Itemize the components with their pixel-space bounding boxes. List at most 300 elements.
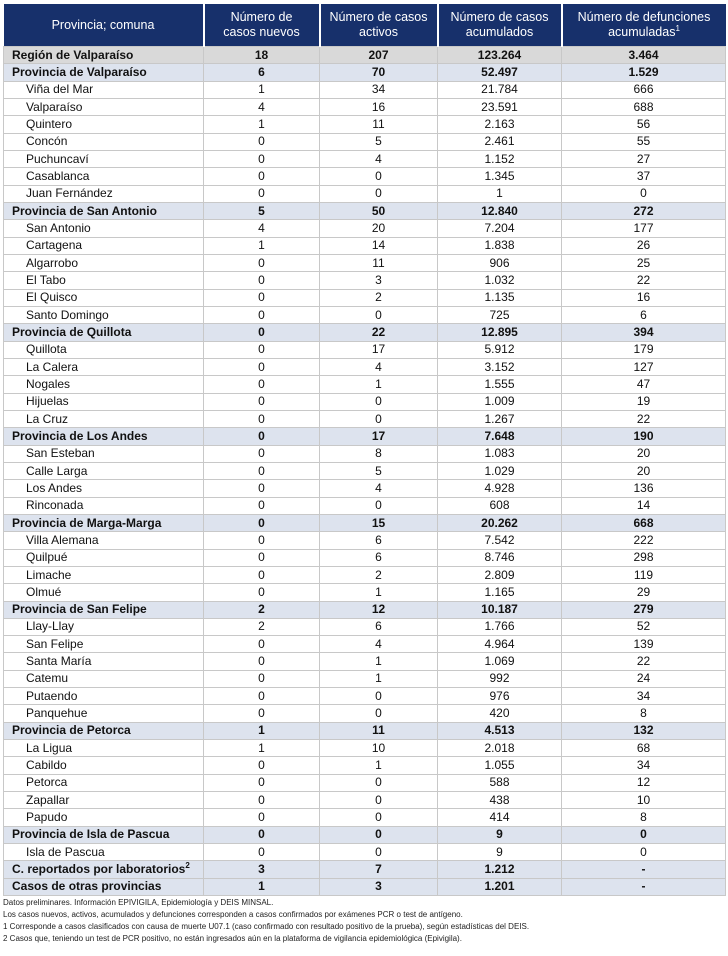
row-name-cell bbox=[4, 826, 204, 843]
casos-nuevos-value: 0 bbox=[258, 255, 265, 270]
casos-nuevos-value: 0 bbox=[258, 272, 265, 287]
casos-acumulados-value: 1.766 bbox=[484, 619, 515, 634]
casos-activos-cell bbox=[320, 150, 438, 167]
row-name-value: Rinconada bbox=[26, 498, 84, 513]
row-name-cell bbox=[4, 636, 204, 653]
defunciones-cell bbox=[562, 826, 726, 843]
casos-activos-value: 17 bbox=[371, 342, 386, 357]
defunciones-value: 222 bbox=[633, 532, 654, 547]
row-name-cell bbox=[4, 532, 204, 549]
casos-nuevos-value: 0 bbox=[258, 463, 265, 478]
defunciones-cell bbox=[562, 358, 726, 375]
comuna-row bbox=[4, 532, 726, 549]
casos-activos-cell bbox=[320, 237, 438, 254]
casos-activos-cell bbox=[320, 497, 438, 514]
row-name-value: Provincia de Quillota bbox=[12, 324, 132, 339]
defunciones-cell bbox=[562, 341, 726, 358]
casos-nuevos-cell bbox=[204, 410, 320, 427]
defunciones-cell bbox=[562, 844, 726, 861]
table-header-row bbox=[4, 4, 726, 47]
casos-nuevos-cell bbox=[204, 826, 320, 843]
provincia-row bbox=[4, 601, 726, 618]
casos-acumulados-value: 1.838 bbox=[484, 238, 515, 253]
row-name-value: Región de Valparaíso bbox=[12, 47, 134, 62]
casos-activos-cell bbox=[320, 584, 438, 601]
casos-activos-value: 8 bbox=[375, 446, 382, 461]
casos-acumulados-cell bbox=[438, 410, 562, 427]
casos-acumulados-value: 2.018 bbox=[484, 740, 515, 755]
casos-acumulados-value: 12.895 bbox=[481, 324, 518, 339]
provincia-row bbox=[4, 826, 726, 843]
casos-activos-cell bbox=[320, 98, 438, 115]
casos-nuevos-value: 0 bbox=[258, 151, 265, 166]
casos-activos-value: 34 bbox=[371, 82, 386, 97]
casos-nuevos-cell bbox=[204, 185, 320, 202]
casos-acumulados-value: 12.840 bbox=[481, 203, 518, 218]
row-name-value: El Tabo bbox=[26, 272, 66, 287]
casos-nuevos-cell bbox=[204, 740, 320, 757]
casos-activos-cell bbox=[320, 480, 438, 497]
casos-acumulados-cell bbox=[438, 306, 562, 323]
defunciones-cell bbox=[562, 237, 726, 254]
defunciones-value: 27 bbox=[636, 151, 651, 166]
row-name-value: Panquehue bbox=[26, 706, 88, 721]
comuna-row bbox=[4, 289, 726, 306]
row-name-cell bbox=[4, 185, 204, 202]
casos-nuevos-cell bbox=[204, 584, 320, 601]
row-name-value: Valparaíso bbox=[26, 99, 83, 114]
casos-activos-value: 0 bbox=[375, 810, 382, 825]
casos-acumulados-cell bbox=[438, 116, 562, 133]
row-name-value: La Ligua bbox=[26, 740, 73, 755]
casos-acumulados-cell bbox=[438, 688, 562, 705]
defunciones-cell bbox=[562, 601, 726, 618]
casos-acumulados-value: 9 bbox=[496, 844, 503, 859]
casos-activos-cell bbox=[320, 809, 438, 826]
casos-acumulados-value: 1.055 bbox=[484, 758, 515, 773]
casos-nuevos-value: 0 bbox=[258, 532, 265, 547]
casos-activos-cell bbox=[320, 445, 438, 462]
casos-activos-value: 6 bbox=[375, 550, 382, 565]
casos-nuevos-cell bbox=[204, 670, 320, 687]
comuna-row bbox=[4, 445, 726, 462]
casos-nuevos-value: 0 bbox=[258, 446, 265, 461]
row-name-value: Quilpué bbox=[26, 550, 68, 565]
casos-activos-cell bbox=[320, 792, 438, 809]
casos-nuevos-cell bbox=[204, 705, 320, 722]
casos-acumulados-value: 608 bbox=[489, 498, 510, 513]
row-name-cell bbox=[4, 358, 204, 375]
casos-activos-value: 5 bbox=[375, 463, 382, 478]
provincia-row bbox=[4, 324, 726, 341]
row-name-cell bbox=[4, 497, 204, 514]
defunciones-cell bbox=[562, 289, 726, 306]
comuna-row bbox=[4, 376, 726, 393]
defunciones-cell bbox=[562, 462, 726, 479]
casos-acumulados-cell bbox=[438, 636, 562, 653]
casos-activos-value: 207 bbox=[368, 47, 389, 62]
casos-activos-cell bbox=[320, 549, 438, 566]
row-name-value: Provincia de San Antonio bbox=[12, 203, 157, 218]
row-name-cell bbox=[4, 514, 204, 531]
casos-activos-cell bbox=[320, 601, 438, 618]
casos-acumulados-cell bbox=[438, 670, 562, 687]
row-name-value: San Esteban bbox=[26, 446, 95, 461]
defunciones-value: 688 bbox=[633, 99, 654, 114]
casos-acumulados-value: 2.461 bbox=[484, 134, 515, 149]
casos-activos-cell bbox=[320, 757, 438, 774]
provincia-row bbox=[4, 722, 726, 739]
defunciones-value: 29 bbox=[636, 584, 651, 599]
footnote-1: 1 Corresponde a casos clasificados con causa de muerte U07.1 (caso confirmado con resultado positivo de la prueba), según estadísticas del DEIS. bbox=[3, 922, 530, 931]
defunciones-cell bbox=[562, 636, 726, 653]
casos-acumulados-cell bbox=[438, 220, 562, 237]
defunciones-value: 394 bbox=[633, 324, 654, 339]
casos-nuevos-value: 6 bbox=[258, 64, 265, 79]
casos-acumulados-value: 976 bbox=[489, 688, 510, 703]
casos-acumulados-cell bbox=[438, 705, 562, 722]
row-name-cell bbox=[4, 688, 204, 705]
row-name-cell bbox=[4, 341, 204, 358]
comuna-row bbox=[4, 757, 726, 774]
header-casos-acumulados: Número de casos acumulados bbox=[438, 4, 562, 47]
casos-nuevos-cell bbox=[204, 618, 320, 635]
comuna-row bbox=[4, 185, 726, 202]
defunciones-cell bbox=[562, 376, 726, 393]
casos-nuevos-value: 0 bbox=[258, 636, 265, 651]
casos-acumulados-cell bbox=[438, 844, 562, 861]
row-name-value: Quillota bbox=[26, 342, 67, 357]
casos-activos-cell bbox=[320, 376, 438, 393]
row-name-cell bbox=[4, 168, 204, 185]
comuna-row bbox=[4, 618, 726, 635]
defunciones-cell bbox=[562, 792, 726, 809]
casos-activos-value: 20 bbox=[371, 220, 386, 235]
casos-acumulados-value: 123.264 bbox=[477, 47, 522, 62]
casos-acumulados-cell bbox=[438, 376, 562, 393]
defunciones-cell bbox=[562, 428, 726, 445]
casos-nuevos-value: 4 bbox=[258, 220, 265, 235]
casos-acumulados-value: 992 bbox=[489, 671, 510, 686]
defunciones-cell bbox=[562, 410, 726, 427]
casos-nuevos-cell bbox=[204, 306, 320, 323]
defunciones-cell bbox=[562, 168, 726, 185]
row-name-cell bbox=[4, 254, 204, 271]
row-name-cell bbox=[4, 480, 204, 497]
defunciones-value: 52 bbox=[636, 619, 651, 634]
comuna-row bbox=[4, 81, 726, 98]
casos-nuevos-value: 0 bbox=[258, 134, 265, 149]
casos-activos-cell bbox=[320, 774, 438, 791]
casos-activos-value: 11 bbox=[372, 116, 385, 131]
casos-nuevos-cell bbox=[204, 341, 320, 358]
casos-acumulados-value: 1.555 bbox=[484, 376, 515, 391]
casos-nuevos-cell bbox=[204, 428, 320, 445]
defunciones-value: 10 bbox=[636, 792, 651, 807]
casos-nuevos-cell bbox=[204, 98, 320, 115]
comuna-row bbox=[4, 636, 726, 653]
casos-activos-value: 10 bbox=[371, 740, 386, 755]
comuna-row bbox=[4, 150, 726, 167]
casos-nuevos-cell bbox=[204, 64, 320, 81]
casos-activos-value: 0 bbox=[375, 792, 382, 807]
casos-activos-cell bbox=[320, 826, 438, 843]
row-name-value: Villa Alemana bbox=[26, 532, 99, 547]
casos-acumulados-value: 906 bbox=[489, 255, 510, 270]
casos-activos-cell bbox=[320, 740, 438, 757]
comuna-row bbox=[4, 740, 726, 757]
casos-nuevos-value: 0 bbox=[258, 567, 265, 582]
defunciones-value: 34 bbox=[636, 688, 651, 703]
row-name-value: Cabildo bbox=[26, 758, 67, 773]
casos-activos-cell bbox=[320, 324, 438, 341]
casos-acumulados-cell bbox=[438, 497, 562, 514]
row-name-value: Casablanca bbox=[26, 168, 90, 183]
casos-acumulados-cell bbox=[438, 792, 562, 809]
defunciones-value: 25 bbox=[636, 255, 651, 270]
casos-acumulados-cell bbox=[438, 428, 562, 445]
casos-nuevos-value: 0 bbox=[258, 411, 265, 426]
casos-acumulados-cell bbox=[438, 64, 562, 81]
comuna-row bbox=[4, 480, 726, 497]
casos-activos-cell bbox=[320, 202, 438, 219]
casos-acumulados-cell bbox=[438, 358, 562, 375]
row-name-cell bbox=[4, 98, 204, 115]
row-name-cell bbox=[4, 601, 204, 618]
row-name-cell bbox=[4, 670, 204, 687]
defunciones-value: 179 bbox=[633, 342, 654, 357]
casos-nuevos-value: 0 bbox=[258, 706, 265, 721]
casos-nuevos-cell bbox=[204, 324, 320, 341]
defunciones-cell bbox=[562, 98, 726, 115]
defunciones-cell bbox=[562, 254, 726, 271]
casos-acumulados-cell bbox=[438, 254, 562, 271]
row-name-value: Calle Larga bbox=[26, 463, 88, 478]
defunciones-value: 68 bbox=[636, 740, 651, 755]
row-name-value: Quintero bbox=[26, 116, 73, 131]
defunciones-value: 3.464 bbox=[628, 47, 659, 62]
casos-activos-value: 2 bbox=[375, 567, 382, 582]
comuna-row bbox=[4, 254, 726, 271]
casos-acumulados-value: 1.135 bbox=[484, 290, 515, 305]
comuna-row bbox=[4, 792, 726, 809]
defunciones-cell bbox=[562, 150, 726, 167]
row-name-value: Casos de otras provincias bbox=[12, 879, 162, 894]
row-name-cell bbox=[4, 809, 204, 826]
casos-nuevos-value: 0 bbox=[258, 498, 265, 513]
casos-nuevos-value: 0 bbox=[258, 654, 265, 669]
defunciones-cell bbox=[562, 670, 726, 687]
footnote-marker: 2 bbox=[185, 861, 190, 871]
region-row bbox=[4, 47, 726, 64]
row-name-cell bbox=[4, 150, 204, 167]
defunciones-cell bbox=[562, 64, 726, 81]
casos-activos-cell bbox=[320, 566, 438, 583]
casos-activos-cell bbox=[320, 47, 438, 64]
comuna-row bbox=[4, 497, 726, 514]
casos-nuevos-value: 0 bbox=[258, 792, 265, 807]
row-name-cell bbox=[4, 792, 204, 809]
provincia-row bbox=[4, 514, 726, 531]
casos-activos-value: 11 bbox=[372, 723, 385, 738]
defunciones-cell bbox=[562, 618, 726, 635]
casos-acumulados-value: 438 bbox=[489, 792, 510, 807]
casos-acumulados-value: 1.029 bbox=[484, 463, 515, 478]
casos-nuevos-cell bbox=[204, 601, 320, 618]
defunciones-value: 132 bbox=[633, 723, 654, 738]
row-name-value: Concón bbox=[26, 134, 68, 149]
row-name-cell bbox=[4, 272, 204, 289]
casos-activos-cell bbox=[320, 289, 438, 306]
casos-nuevos-cell bbox=[204, 774, 320, 791]
casos-nuevos-cell bbox=[204, 462, 320, 479]
casos-nuevos-cell bbox=[204, 722, 320, 739]
row-name-cell bbox=[4, 722, 204, 739]
defunciones-cell bbox=[562, 81, 726, 98]
defunciones-value: 24 bbox=[636, 671, 651, 686]
casos-nuevos-value: 1 bbox=[258, 238, 265, 253]
casos-acumulados-cell bbox=[438, 341, 562, 358]
casos-acumulados-value: 1.267 bbox=[484, 411, 515, 426]
row-name-value: Limache bbox=[26, 567, 72, 582]
row-name-cell bbox=[4, 428, 204, 445]
casos-nuevos-value: 0 bbox=[258, 290, 265, 305]
casos-activos-value: 6 bbox=[375, 619, 382, 634]
row-name-cell bbox=[4, 844, 204, 861]
provincia-row bbox=[4, 861, 726, 878]
defunciones-cell bbox=[562, 514, 726, 531]
defunciones-cell bbox=[562, 757, 726, 774]
defunciones-value: 127 bbox=[633, 359, 654, 374]
casos-acumulados-value: 7.648 bbox=[484, 428, 515, 443]
casos-nuevos-value: 1 bbox=[258, 116, 265, 131]
cases-table bbox=[3, 4, 726, 896]
defunciones-cell bbox=[562, 774, 726, 791]
casos-nuevos-value: 0 bbox=[258, 376, 265, 391]
casos-acumulados-cell bbox=[438, 133, 562, 150]
defunciones-cell bbox=[562, 480, 726, 497]
defunciones-cell bbox=[562, 878, 726, 895]
casos-nuevos-value: 0 bbox=[258, 480, 265, 495]
casos-nuevos-value: 0 bbox=[258, 342, 265, 357]
row-name-value: Viña del Mar bbox=[26, 82, 94, 97]
defunciones-value: 136 bbox=[633, 480, 654, 495]
casos-acumulados-cell bbox=[438, 514, 562, 531]
defunciones-cell bbox=[562, 722, 726, 739]
casos-acumulados-cell bbox=[438, 774, 562, 791]
defunciones-cell bbox=[562, 393, 726, 410]
casos-activos-value: 1 bbox=[375, 758, 382, 773]
defunciones-value: 0 bbox=[640, 827, 647, 842]
casos-nuevos-cell bbox=[204, 792, 320, 809]
defunciones-cell bbox=[562, 185, 726, 202]
comuna-row bbox=[4, 393, 726, 410]
casos-activos-value: 4 bbox=[375, 359, 382, 374]
defunciones-cell bbox=[562, 549, 726, 566]
casos-activos-value: 22 bbox=[371, 324, 386, 339]
defunciones-cell bbox=[562, 47, 726, 64]
row-name-value: La Calera bbox=[26, 359, 79, 374]
header-provincia-comuna: Provincia; comuna bbox=[4, 4, 204, 47]
casos-nuevos-cell bbox=[204, 220, 320, 237]
row-name-value: Juan Fernández bbox=[26, 186, 113, 201]
casos-acumulados-cell bbox=[438, 98, 562, 115]
casos-nuevos-value: 0 bbox=[258, 515, 265, 530]
casos-acumulados-cell bbox=[438, 653, 562, 670]
casos-nuevos-cell bbox=[204, 254, 320, 271]
defunciones-value: 6 bbox=[640, 307, 647, 322]
comuna-row bbox=[4, 358, 726, 375]
casos-activos-value: 16 bbox=[371, 99, 386, 114]
row-name-value: Santa María bbox=[26, 654, 92, 669]
row-name-cell bbox=[4, 202, 204, 219]
comuna-row bbox=[4, 549, 726, 566]
casos-nuevos-cell bbox=[204, 202, 320, 219]
comuna-row bbox=[4, 220, 726, 237]
defunciones-cell bbox=[562, 497, 726, 514]
defunciones-value: 22 bbox=[636, 411, 651, 426]
casos-nuevos-cell bbox=[204, 393, 320, 410]
casos-nuevos-value: 0 bbox=[258, 775, 265, 790]
row-name-value: Provincia de San Felipe bbox=[12, 602, 147, 617]
casos-acumulados-value: 23.591 bbox=[481, 99, 518, 114]
casos-activos-value: 3 bbox=[375, 272, 382, 287]
casos-nuevos-value: 1 bbox=[258, 879, 265, 894]
comuna-row bbox=[4, 566, 726, 583]
casos-activos-value: 0 bbox=[375, 775, 382, 790]
casos-activos-value: 1 bbox=[375, 376, 382, 391]
row-name-value: Provincia de Petorca bbox=[12, 723, 131, 738]
casos-nuevos-cell bbox=[204, 861, 320, 878]
casos-acumulados-cell bbox=[438, 584, 562, 601]
defunciones-value: 20 bbox=[636, 463, 651, 478]
header-casos-nuevos: Número de casos nuevos bbox=[204, 4, 320, 47]
casos-activos-cell bbox=[320, 514, 438, 531]
row-name-value: Nogales bbox=[26, 376, 71, 391]
defunciones-value: 22 bbox=[636, 654, 651, 669]
casos-activos-value: 1 bbox=[375, 584, 382, 599]
casos-activos-cell bbox=[320, 168, 438, 185]
casos-nuevos-value: 0 bbox=[258, 186, 265, 201]
casos-activos-cell bbox=[320, 116, 438, 133]
casos-acumulados-cell bbox=[438, 740, 562, 757]
defunciones-cell bbox=[562, 272, 726, 289]
casos-acumulados-value: 420 bbox=[489, 706, 510, 721]
casos-activos-value: 0 bbox=[375, 706, 382, 721]
defunciones-value: 8 bbox=[640, 706, 647, 721]
defunciones-value: 0 bbox=[640, 186, 647, 201]
casos-acumulados-cell bbox=[438, 393, 562, 410]
casos-activos-cell bbox=[320, 861, 438, 878]
defunciones-cell bbox=[562, 116, 726, 133]
casos-acumulados-cell bbox=[438, 878, 562, 895]
casos-nuevos-cell bbox=[204, 116, 320, 133]
casos-acumulados-value: 1.345 bbox=[484, 168, 515, 183]
casos-nuevos-value: 1 bbox=[258, 723, 265, 738]
casos-acumulados-value: 2.163 bbox=[484, 116, 515, 131]
casos-nuevos-cell bbox=[204, 636, 320, 653]
row-name-value: San Antonio bbox=[26, 220, 91, 235]
comuna-row bbox=[4, 809, 726, 826]
casos-activos-cell bbox=[320, 358, 438, 375]
defunciones-value: 666 bbox=[633, 82, 654, 97]
casos-nuevos-cell bbox=[204, 532, 320, 549]
defunciones-value: 0 bbox=[640, 844, 647, 859]
comuna-row bbox=[4, 584, 726, 601]
casos-activos-value: 2 bbox=[375, 290, 382, 305]
defunciones-value: 1.529 bbox=[628, 64, 659, 79]
row-name-value: San Felipe bbox=[26, 636, 84, 651]
